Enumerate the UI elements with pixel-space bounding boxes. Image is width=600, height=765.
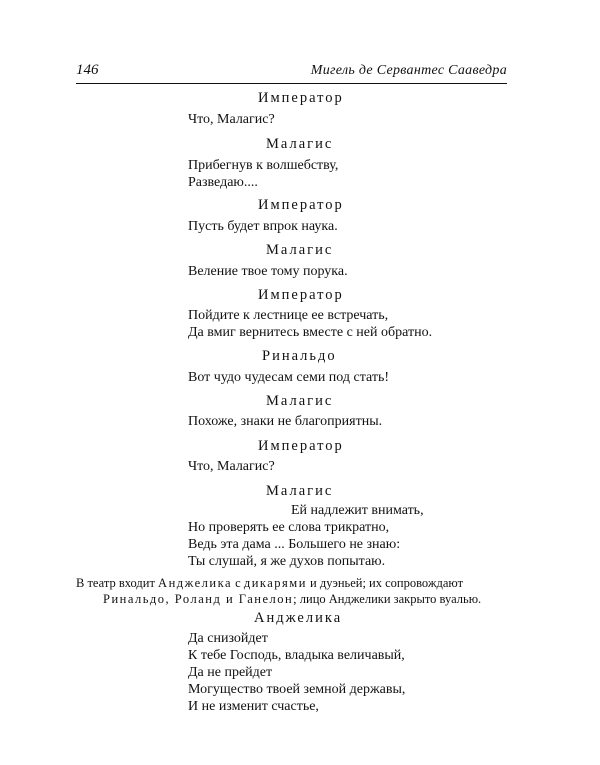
speaker-name: Малагис xyxy=(266,136,334,152)
stage-text: с xyxy=(232,576,244,590)
verse-line: Пойдите к лестнице ее встречать, xyxy=(188,308,389,323)
verse-line: Что, Малагис? xyxy=(188,459,275,474)
verse-line: Ей надлежит внимать, xyxy=(291,503,424,518)
verse-line: Веление твое тому порука. xyxy=(188,264,348,279)
verse-line: И не изменит счастье, xyxy=(188,699,319,714)
stage-text: ; лицо Анджелики закрыто вуалью. xyxy=(293,592,482,606)
character-name: Анджелика xyxy=(158,576,233,590)
speaker-name: Ринальдо xyxy=(262,348,337,364)
verse-line: Да вмиг вернитесь вместе с ней обратно. xyxy=(188,325,433,340)
speaker-name: Император xyxy=(258,197,344,213)
verse-line: Ты слушай, я же духов попытаю. xyxy=(188,554,386,569)
running-title: Мигель де Сервантес Сааведра xyxy=(310,63,507,78)
verse-line: Да не прейдет xyxy=(188,665,273,680)
stage-text: В театр входит xyxy=(76,576,159,590)
verse-line: Но проверять ее слова трикратно, xyxy=(188,520,390,535)
character-names: Ринальдо, Роланд и Ганелон xyxy=(103,592,294,606)
page-number: 146 xyxy=(76,62,99,78)
running-header xyxy=(76,62,507,84)
header-rule xyxy=(76,83,507,84)
character-name: дикарями xyxy=(243,576,307,590)
stage-direction-line-2 xyxy=(103,592,481,607)
verse-line: Да снизойдет xyxy=(188,631,268,646)
verse-line: К тебе Господь, владыка величавый, xyxy=(188,648,405,663)
stage-text: и дуэньей; их сопровождают xyxy=(306,576,464,590)
verse-line: Похоже, знаки не благоприятны. xyxy=(188,414,383,429)
verse-line: Пусть будет впрок наука. xyxy=(188,219,338,234)
verse-line: Что, Малагис? xyxy=(188,112,275,127)
speaker-name: Император xyxy=(258,438,344,454)
verse-line: Разведаю.... xyxy=(188,175,258,190)
verse-line: Ведь эта дама ... Большего не знаю: xyxy=(188,537,401,552)
stage-direction-line-1 xyxy=(76,576,463,591)
speaker-name: Император xyxy=(258,287,344,303)
speaker-name: Император xyxy=(258,90,344,106)
speaker-name: Малагис xyxy=(266,242,334,258)
verse-line: Вот чудо чудесам семи под стать! xyxy=(188,370,390,385)
speaker-name: Малагис xyxy=(266,483,334,499)
verse-line: Могущество твоей земной державы, xyxy=(188,682,406,697)
speaker-name: Анджелика xyxy=(254,610,343,626)
speaker-name: Малагис xyxy=(266,393,334,409)
verse-line: Прибегнув к волшебству, xyxy=(188,158,339,173)
